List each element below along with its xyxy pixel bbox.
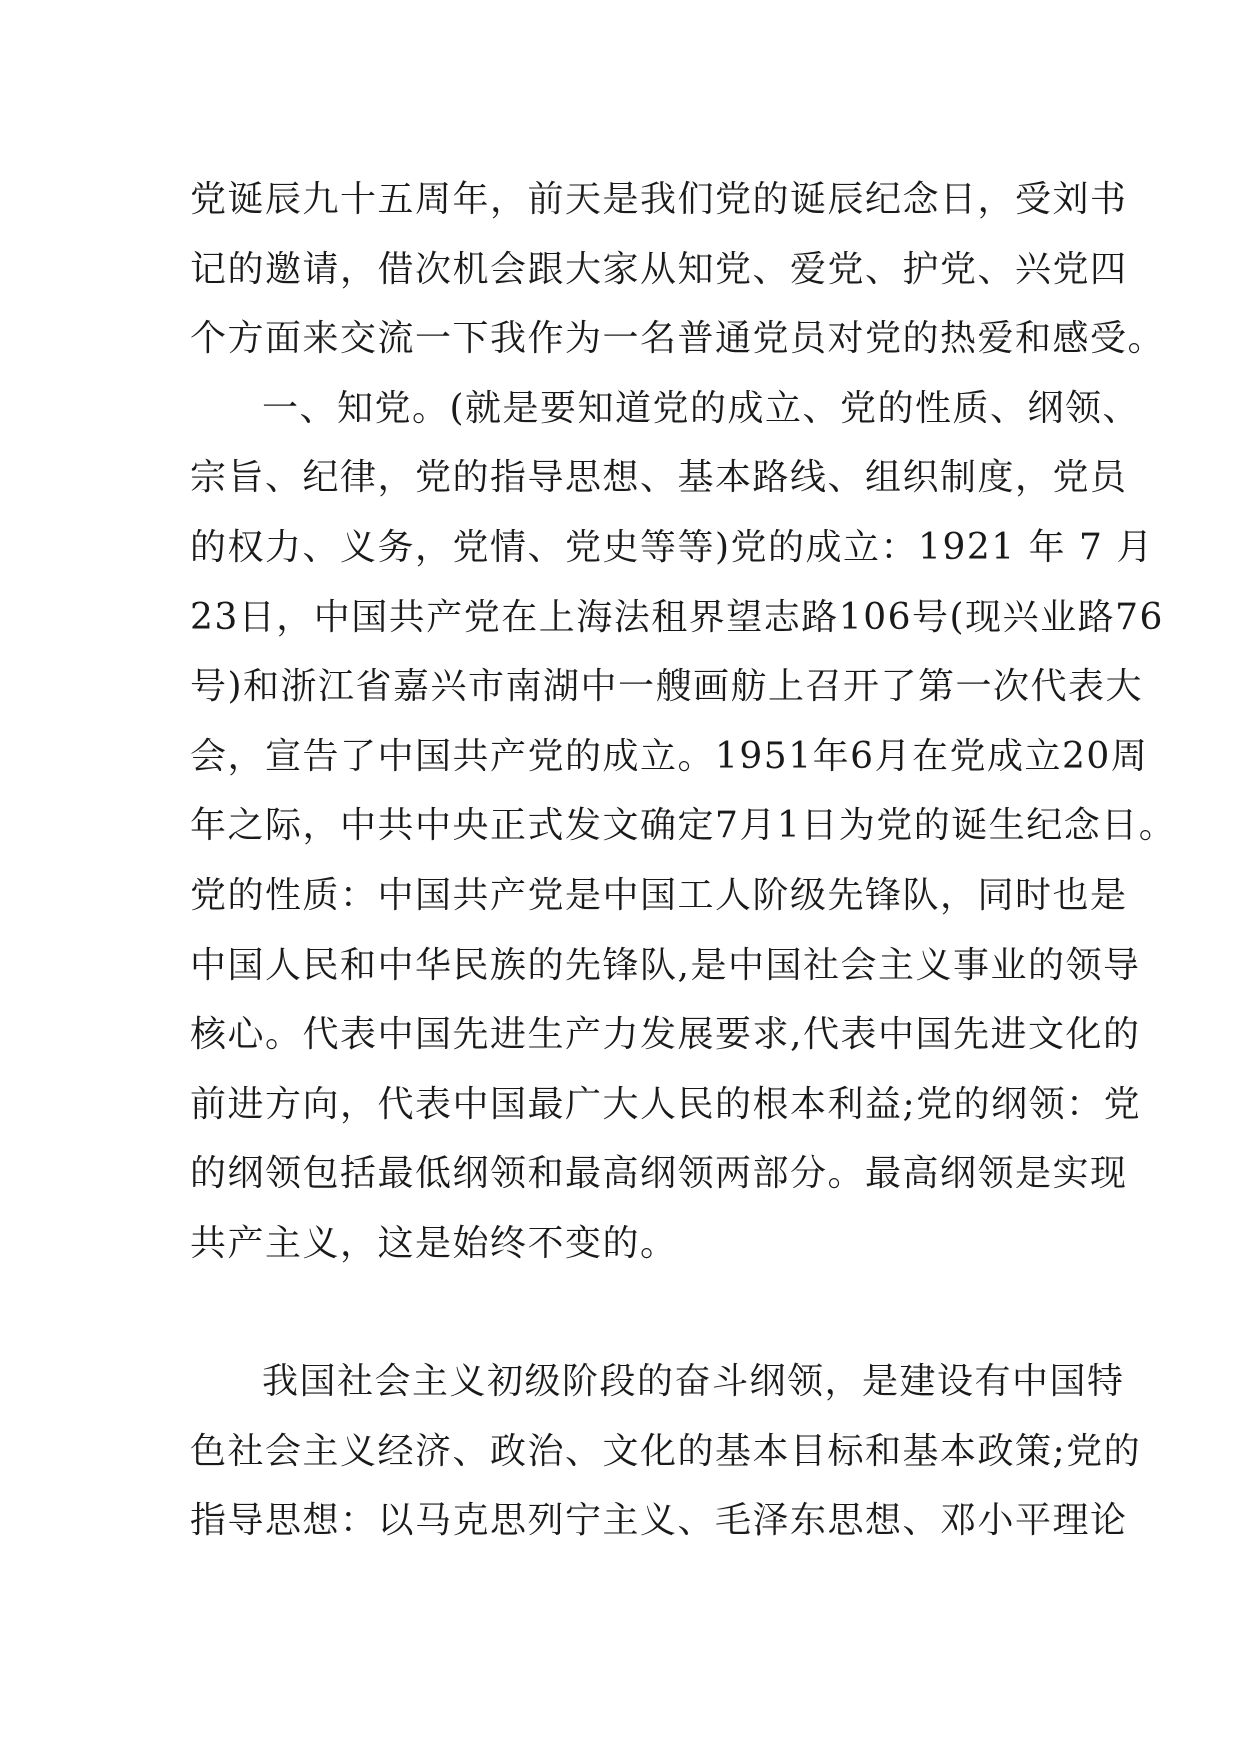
section-heading-line: 一、知党。(就是要知道党的成立、党的性质、纲领、 bbox=[262, 387, 1141, 429]
text-line: 的纲领包括最低纲领和最高纲领两部分。最高纲领是实现 bbox=[190, 1153, 1128, 1195]
paragraph-intro-and-section-one bbox=[190, 165, 1177, 1279]
text-line: 中国人民和中华民族的先锋队,是中国社会主义事业的领导 bbox=[190, 944, 1141, 986]
text-line: 前进方向，代表中国最广大人民的根本利益;党的纲领：党 bbox=[190, 1083, 1142, 1125]
text-line: 指导思想：以马克思列宁主义、毛泽东思想、邓小平理论 bbox=[190, 1500, 1128, 1542]
text-line: 记的邀请，借次机会跟大家从知党、爱党、护党、兴党四 bbox=[190, 248, 1128, 290]
text-line: 年之际，中共中央正式发文确定7月1日为党的诞生纪念日。 bbox=[190, 805, 1177, 847]
text-line: 23日，中国共产党在上海法租界望志路106号(现兴业路76 bbox=[190, 596, 1164, 638]
text-line: 共产主义，这是始终不变的。 bbox=[190, 1222, 678, 1264]
text-line: 核心。代表中国先进生产力发展要求,代表中国先进文化的 bbox=[190, 1014, 1141, 1056]
text-line: 个方面来交流一下我作为一名普通党员对党的热爱和感受。 bbox=[190, 318, 1166, 360]
text-line: 会，宣告了中国共产党的成立。1951年6月在党成立20周 bbox=[190, 735, 1149, 777]
text-line: 的权力、义务，党情、党史等等)党的成立：1921 年 7 月 bbox=[190, 526, 1154, 568]
text-line: 号)和浙江省嘉兴市南湖中一艘画舫上召开了第一次代表大 bbox=[190, 666, 1144, 708]
text-line: 党诞辰九十五周年，前天是我们党的诞辰纪念日，受刘书 bbox=[190, 179, 1128, 220]
paragraph-first-line: 我国社会主义初级阶段的奋斗纲领，是建设有中国特 bbox=[262, 1361, 1125, 1402]
text-line: 党的性质：中国共产党是中国工人阶级先锋队，同时也是 bbox=[190, 874, 1128, 916]
text-line: 色社会主义经济、政治、文化的基本目标和基本政策;党的 bbox=[190, 1430, 1142, 1472]
text-line: 宗旨、纪律，党的指导思想、基本路线、组织制度，党员 bbox=[190, 457, 1128, 499]
paragraph-program bbox=[190, 1347, 1142, 1556]
